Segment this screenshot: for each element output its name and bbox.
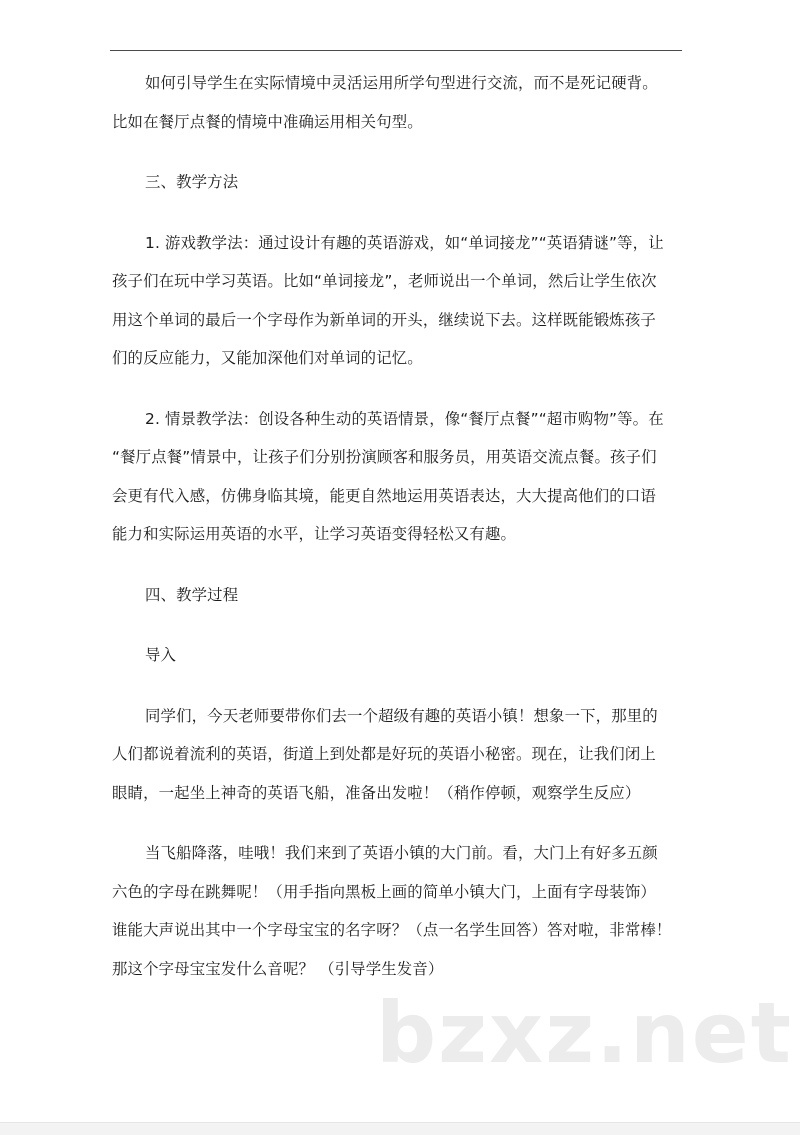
text-line: “餐厅点餐”情景中，让孩子们分别扮演顾客和服务员，用英语交流点餐。孩子们 bbox=[112, 448, 657, 466]
text-line: 2. 情景教学法：创设各种生动的英语情景，像“餐厅点餐”“超市购物”等。在 bbox=[145, 409, 664, 428]
text-line: 如何引导学生在实际情境中灵活运用所学句型进行交流，而不是死记硬背。 bbox=[145, 74, 658, 92]
text-line: 眼睛，一起坐上神奇的英语飞船，准备出发啦！（稍作停顿，观察学生反应） bbox=[112, 783, 641, 802]
text-line: 比如在餐厅点餐的情境中准确运用相关句型。 bbox=[112, 112, 423, 131]
paragraph-intro-speech bbox=[112, 697, 684, 813]
paragraph-game-method bbox=[112, 224, 684, 378]
text-line: 六色的字母在跳舞呢！（用手指向黑板上画的简单小镇大门，上面有字母装饰） bbox=[112, 882, 656, 901]
text-line: 人们都说着流利的英语，街道上到处都是好玩的英语小秘密。现在，让我们闭上 bbox=[112, 745, 656, 763]
section-heading-teaching-process bbox=[112, 576, 684, 615]
text-line: 孩子们在玩中学习英语。比如“单词接龙”，老师说出一个单词，然后让学生依次 bbox=[112, 272, 657, 290]
text-line: 同学们，今天老师要带你们去一个超级有趣的英语小镇！想象一下，那里的 bbox=[145, 706, 658, 725]
text-line: 用这个单词的最后一个字母作为新单词的开头，继续说下去。这样既能锻炼孩子 bbox=[112, 310, 656, 329]
document-body bbox=[112, 64, 684, 1010]
paragraph-town-gate bbox=[112, 834, 684, 988]
subheading-text: 导入 bbox=[145, 646, 177, 664]
subheading-introduction bbox=[112, 636, 684, 675]
text-line: 能力和实际运用英语的水平，让学习英语变得轻松又有趣。 bbox=[112, 525, 517, 543]
text-line: 们的反应能力，又能加深他们对单词的记忆。 bbox=[112, 349, 423, 367]
text-line: 会更有代入感，仿佛身临其境，能更自然地运用英语表达，大大提高他们的口语 bbox=[112, 486, 656, 505]
paragraph-situational-method bbox=[112, 400, 684, 554]
watermark-text: bzxz.net bbox=[376, 984, 793, 1082]
text-line: 当飞船降落，哇哦！我们来到了英语小镇的大门前。看，大门上有好多五颜 bbox=[145, 844, 658, 862]
text-line: 1. 游戏教学法：通过设计有趣的英语游戏，如“单词接龙”“英语猜谜”等，让 bbox=[145, 233, 664, 252]
text-line: 那这个字母宝宝发什么音呢？ （引导学生发音） bbox=[112, 959, 444, 978]
text-line: 谁能大声说出其中一个字母宝宝的名字呀？（点一名学生回答）答对啦，非常棒！ bbox=[112, 921, 672, 939]
header-rule bbox=[110, 50, 682, 51]
heading-text: 三、教学方法 bbox=[145, 173, 239, 191]
heading-text: 四、教学过程 bbox=[145, 585, 239, 604]
page-bottom-edge bbox=[0, 1122, 800, 1135]
paragraph-teaching-difficulty bbox=[112, 64, 684, 141]
section-heading-teaching-methods bbox=[112, 163, 684, 202]
